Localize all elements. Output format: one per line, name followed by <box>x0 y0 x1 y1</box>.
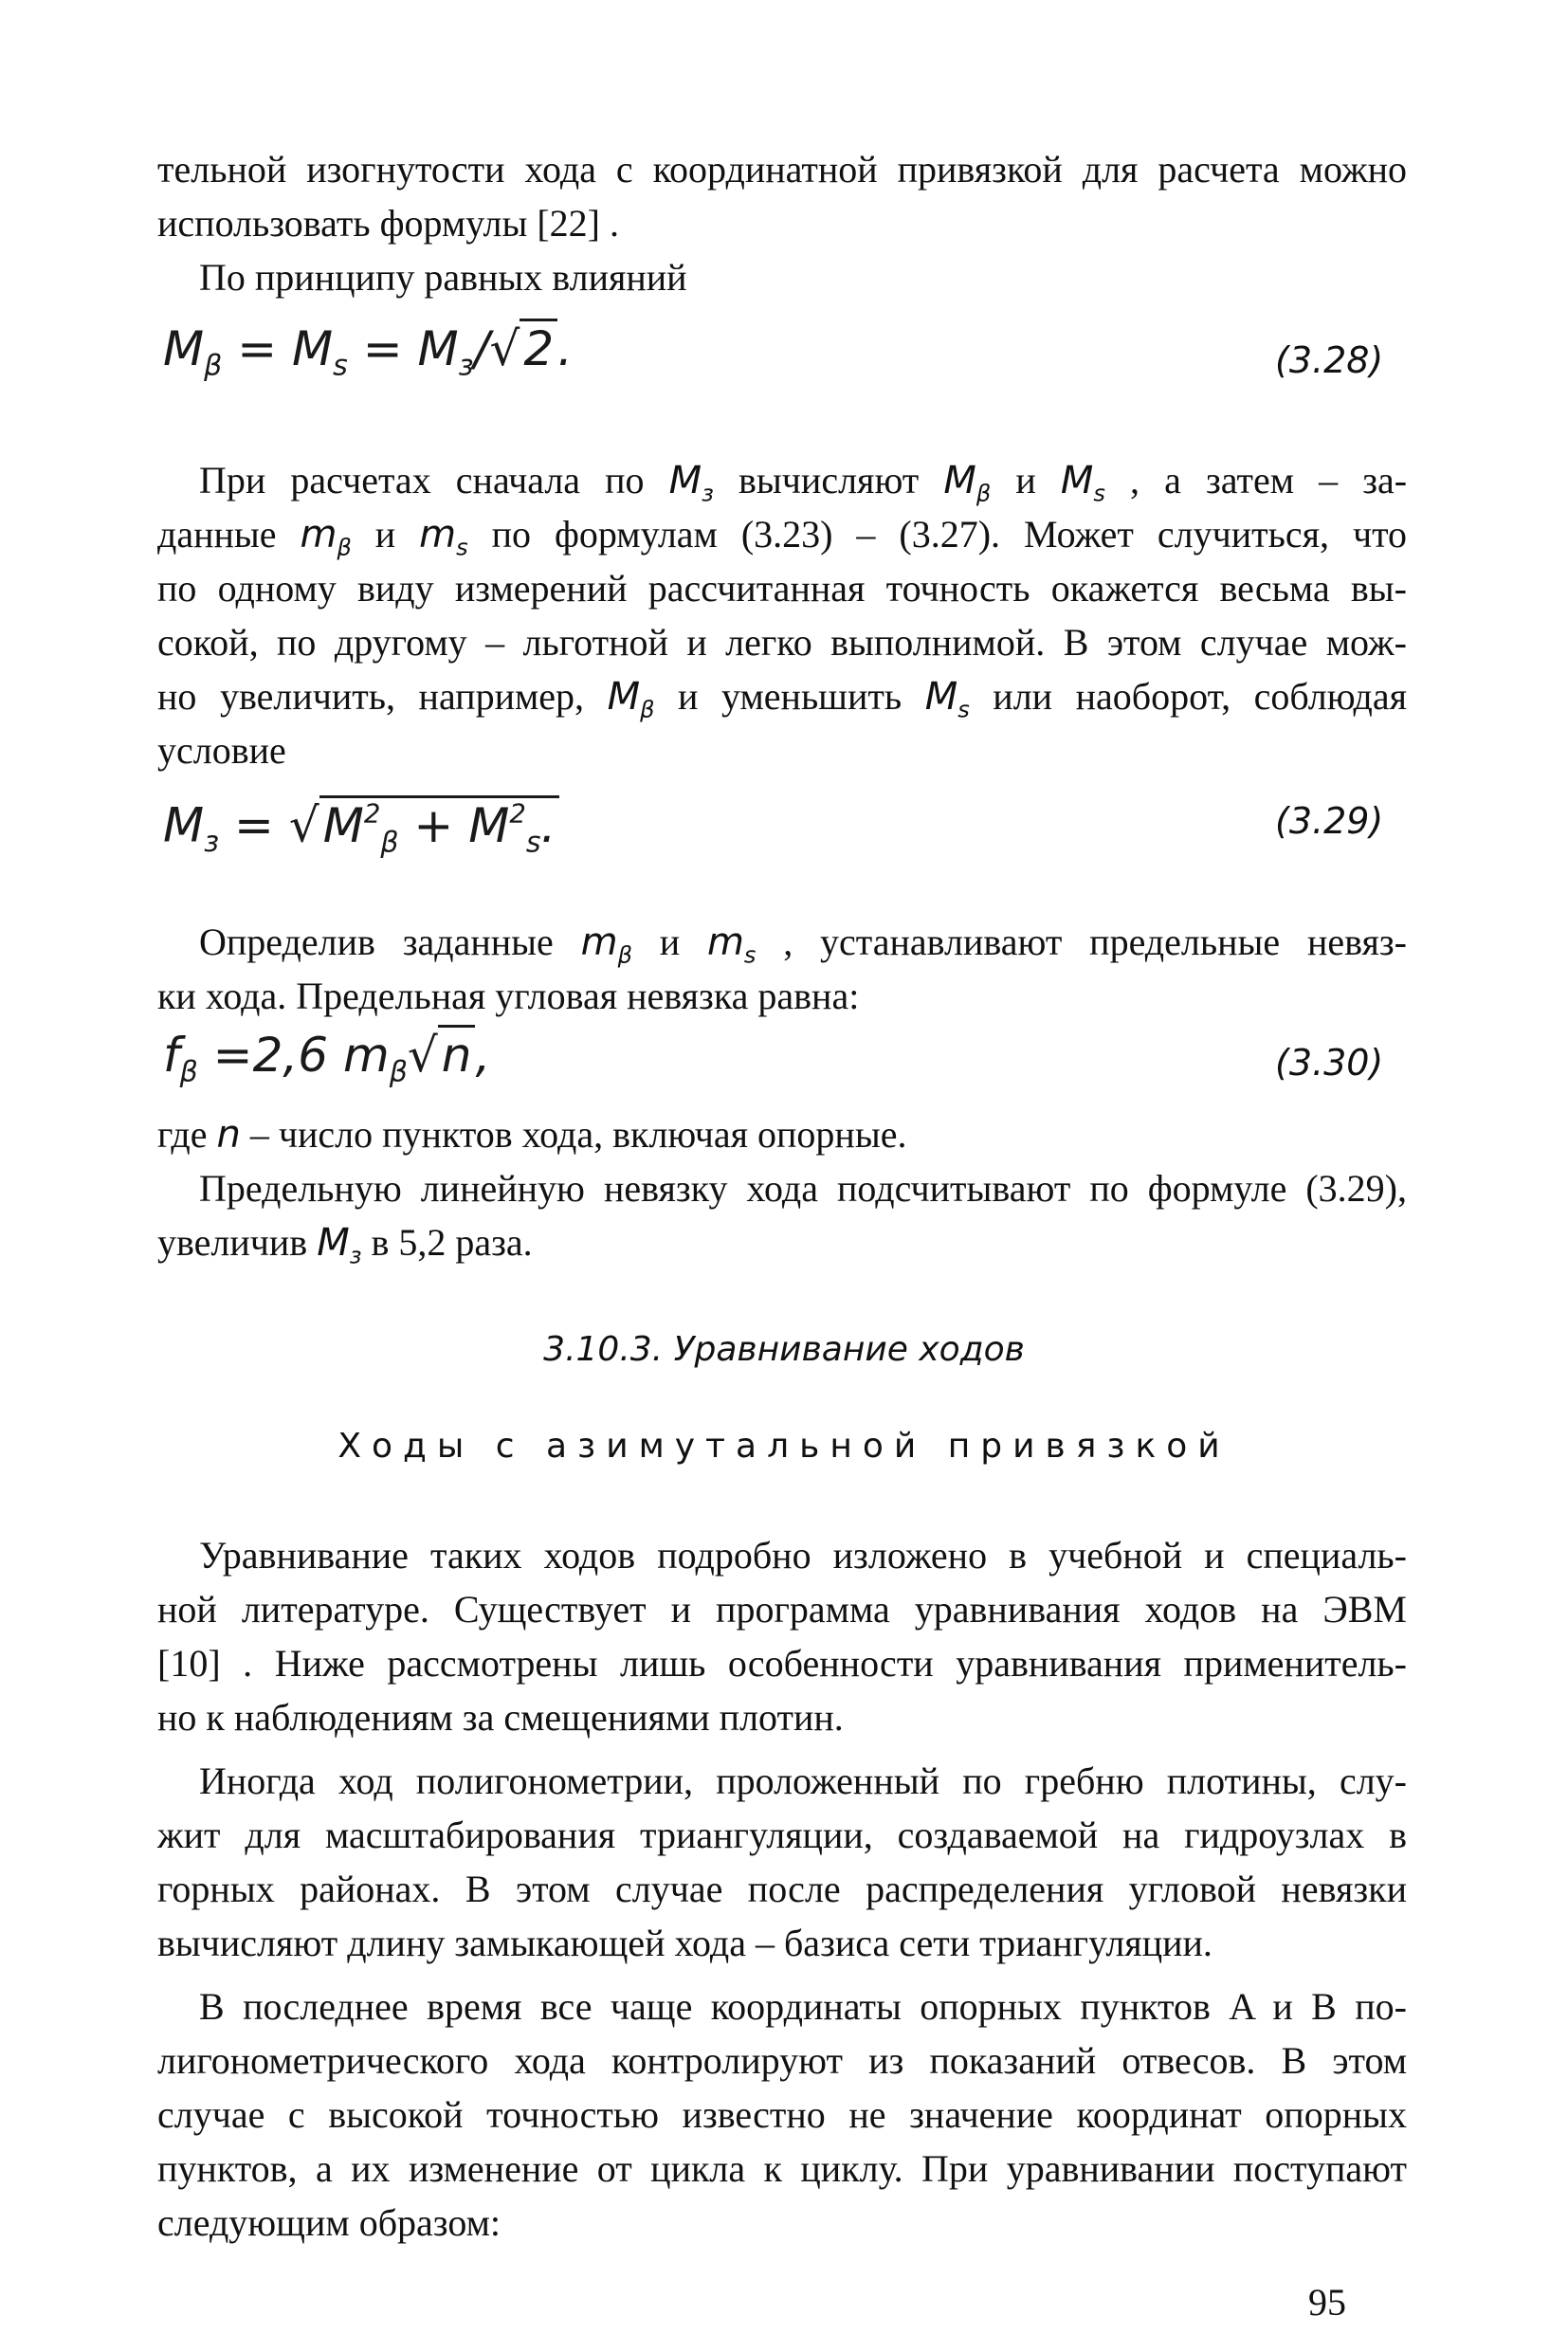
equation-number: (3.30) <box>1275 1042 1384 1084</box>
formula-3-28: $M_\beta = M_s = M_з/√2$. <box>163 322 573 393</box>
text-line: В последнее время все чаще координаты опорных пунктов A и B по- <box>199 1985 1407 2028</box>
text-line: пунктов, а их изменение от цикла к циклу. При уравнивании поступают <box>157 2147 1407 2190</box>
text-line: По принципу равных влияний <box>199 256 687 299</box>
equation-number: (3.29) <box>1275 800 1384 842</box>
text-line: [10] . Ниже рассмотрены лишь особенности уравнивания применитель- <box>157 1642 1407 1685</box>
text-line: условие <box>157 729 286 772</box>
section-subtitle: Ходы с азимутальной привязкой <box>337 1427 1231 1466</box>
text-line: где n – число пунктов хода, включая опорные. <box>157 1113 907 1157</box>
text-line: горных районах. В этом случае после распределения угловой невязки <box>157 1868 1407 1910</box>
text-line: Предельную линейную невязку хода подсчитывают по формуле (3.29), <box>199 1167 1407 1210</box>
text-line: жит для масштабирования триангуляции, создаваемой на гидроузлах в <box>157 1814 1407 1856</box>
text-line: Определив заданные $m_\beta$ и $m_s$ , устанавливают предельные невяз- <box>199 921 1407 969</box>
formula-3-30: $f_\beta =2,6$ $m_\beta√n$, <box>163 1029 490 1100</box>
text-line: лигонометрического хода контролируют из показаний отвесов. В этом <box>157 2039 1407 2082</box>
equation-number: (3.28) <box>1275 339 1384 381</box>
text-line: вычисляют длину замыкающей хода – базиса сети триангуляции. <box>157 1922 1212 1964</box>
text-line: сокой, по другому – льготной и легко выполнимой. В этом случае мож- <box>157 621 1407 664</box>
text-line: ки хода. Предельная угловая невязка равна: <box>157 975 860 1017</box>
text-line: случае с высокой точностью известно не значение координат опорных <box>157 2093 1407 2136</box>
text-line: следующим образом: <box>157 2201 501 2244</box>
section-title: 3.10.3. Уравнивание ходов <box>543 1330 1025 1369</box>
text-line: Уравнивание таких ходов подробно изложено в учебной и специаль- <box>199 1534 1407 1577</box>
text-line: использовать формулы [22] . <box>157 202 619 245</box>
text-line: При расчетах сначала по $M_з$ вычисляют $M_\beta$ и $M_s$ , а затем – за- <box>199 459 1408 507</box>
text-line: по одному виду измерений рассчитанная точность окажется весьма вы- <box>157 567 1407 610</box>
text-line: увеличив $M_з$ в 5,2 раза. <box>157 1221 533 1269</box>
page-number: 95 <box>1308 2281 1346 2324</box>
text-line: ной литературе. Существует и программа уравнивания ходов на ЭВМ <box>157 1588 1407 1631</box>
text-line: но увеличить, например, $M_\beta$ и уменьшить $M_s$ или наоборот, соблюдая <box>157 675 1408 723</box>
text-line: но к наблюдениям за смещениями плотин. <box>157 1696 844 1739</box>
formula-3-29: $M_з = √M^2_\beta + M^2_s$. <box>163 787 559 869</box>
text-line: данные $m_\beta$ и $m_s$ по формулам (3.23) – (3.27). Может случиться, что <box>157 513 1408 561</box>
text-line: тельной изогнутости хода с координатной привязкой для расчета можно <box>157 148 1407 191</box>
text-line: Иногда ход полигонометрии, проложенный по гребню плотины, слу- <box>199 1759 1407 1802</box>
